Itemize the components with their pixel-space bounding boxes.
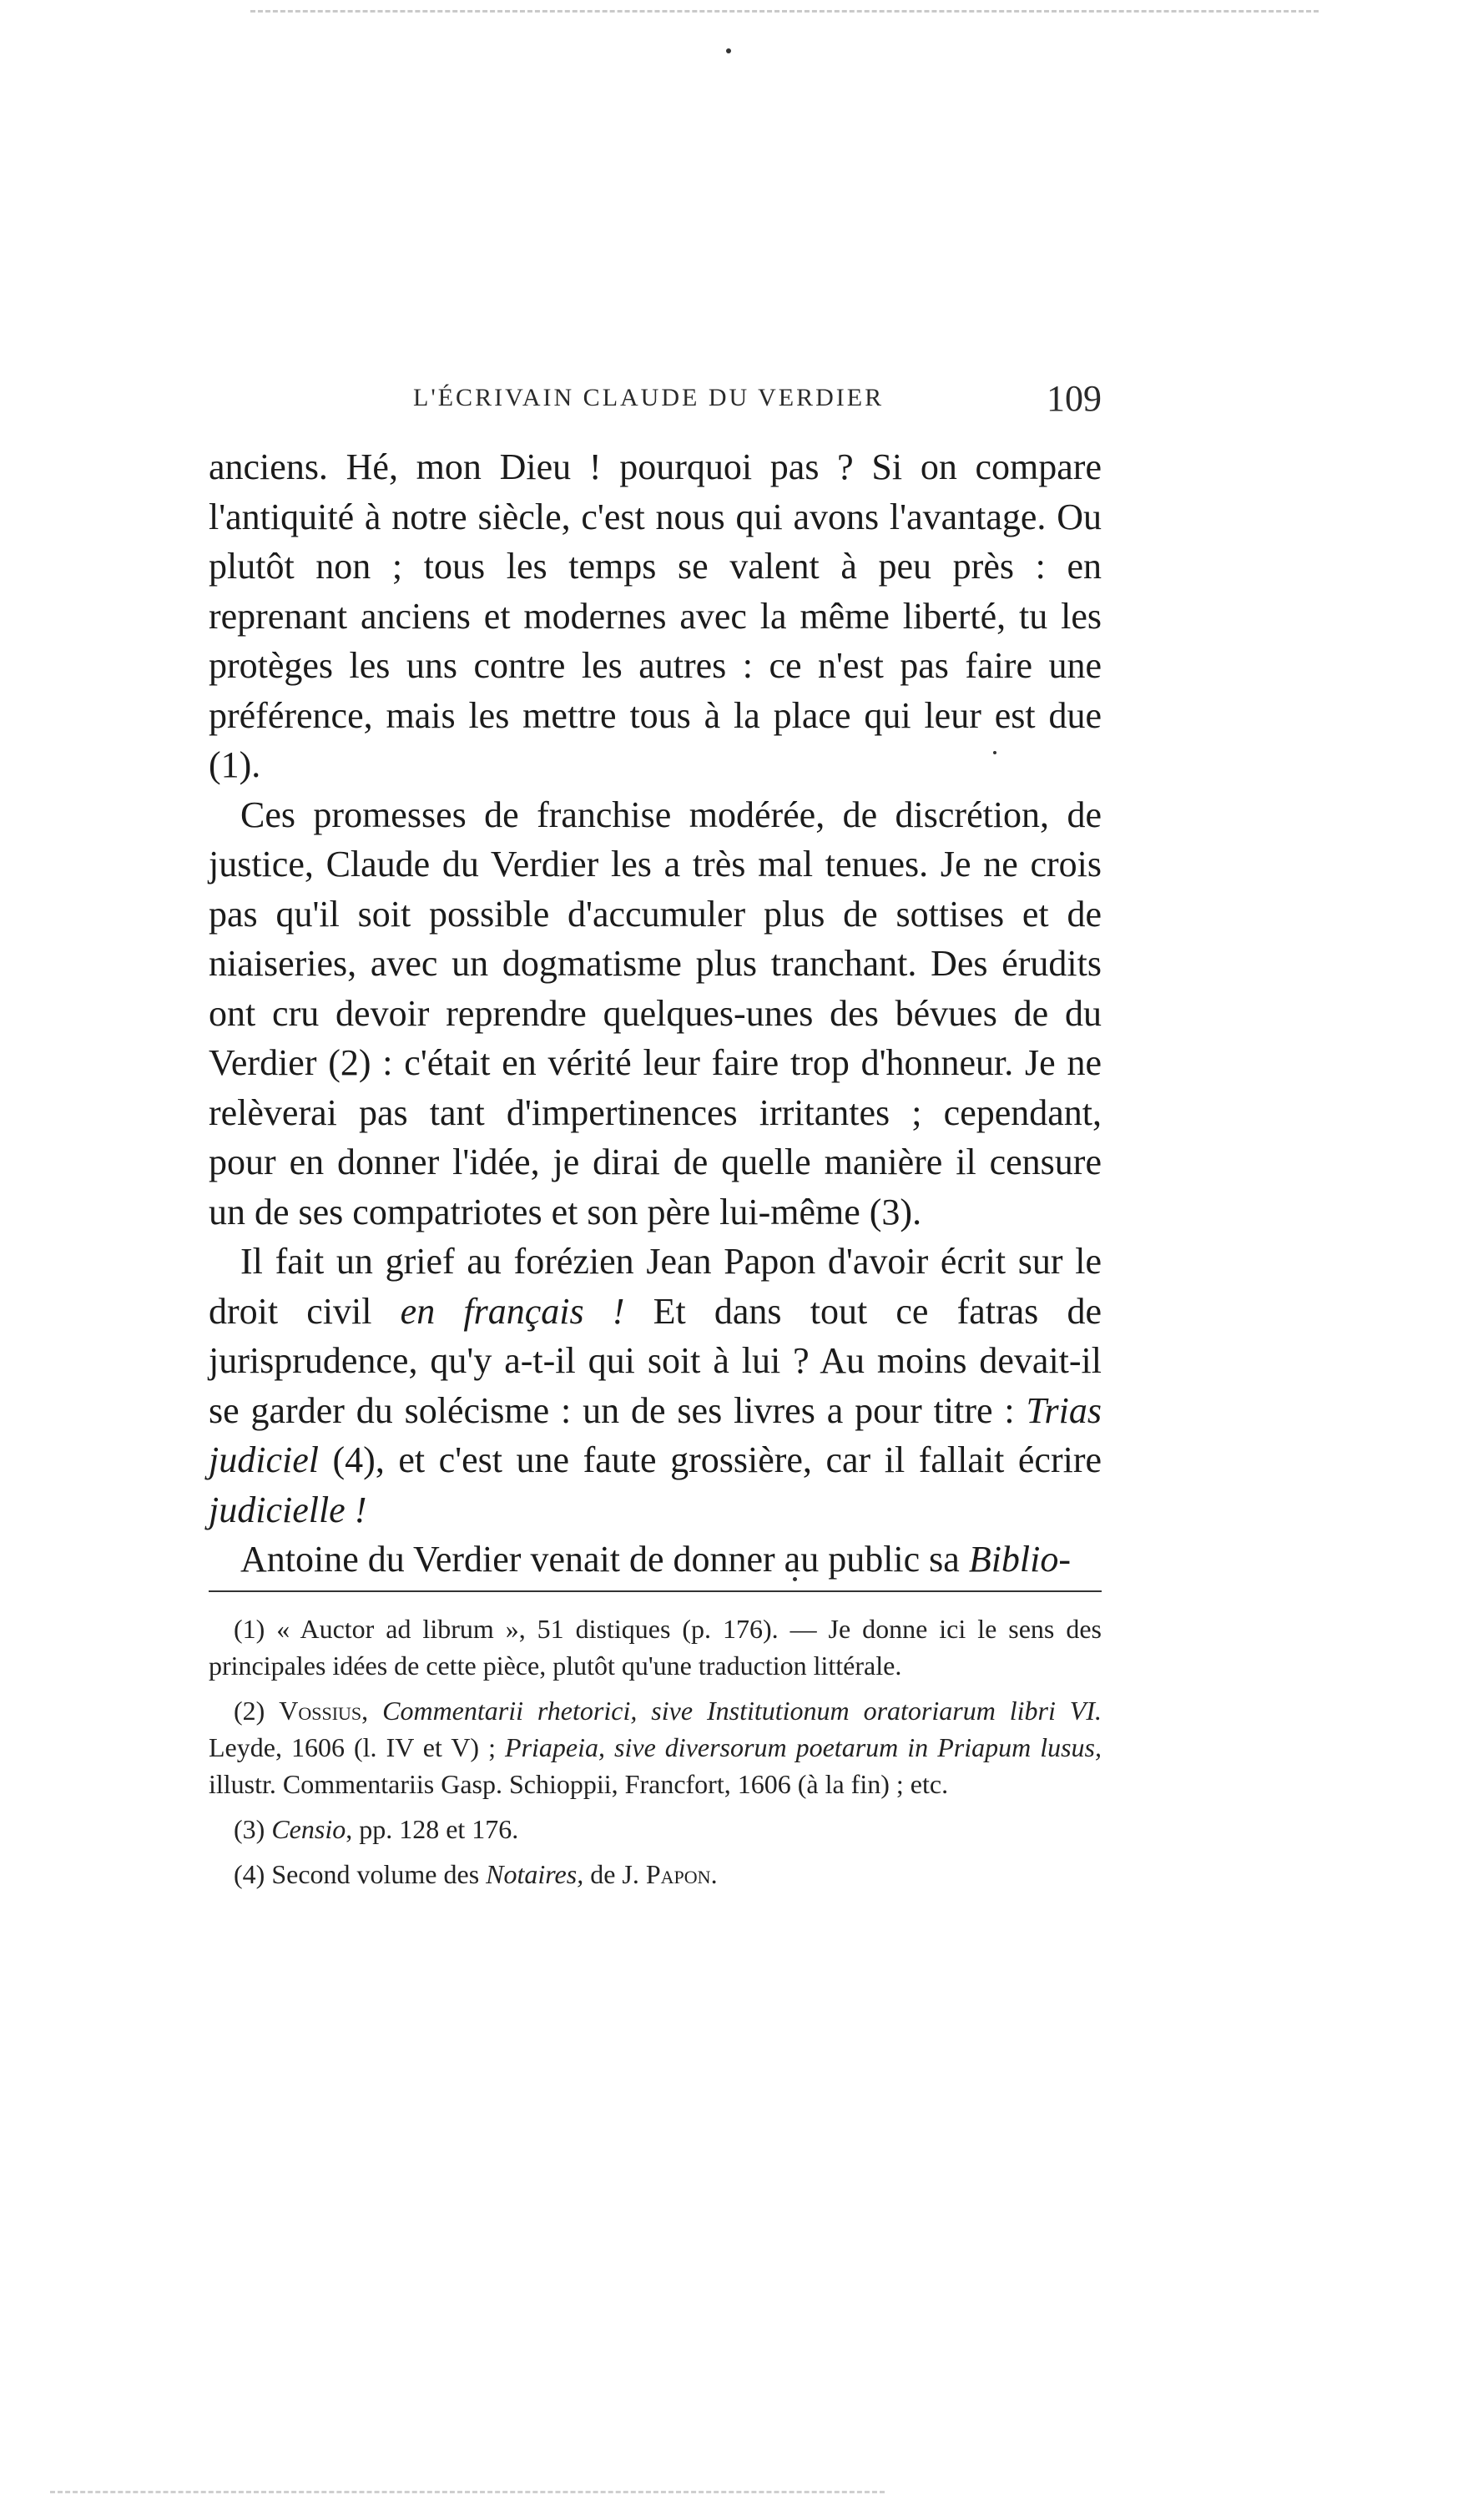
italic-run: Notaires,	[486, 1859, 584, 1889]
scan-edge-bottom	[50, 2491, 885, 2493]
text-run: Il fait un grief au forézien Jean Papon d'avoir écrit sur le droit civil	[209, 1241, 1102, 1332]
paragraph	[209, 1237, 1102, 1535]
footnote-rule	[209, 1590, 1102, 1592]
text-run: .	[710, 1859, 718, 1889]
paragraph	[209, 1535, 1102, 1585]
footnote-2	[209, 1692, 1102, 1802]
page-number: 109	[1047, 378, 1102, 419]
text-run: (4), et c'est une faute grossière, car il fallait écrire	[318, 1439, 1102, 1480]
text-run: ,	[361, 1696, 383, 1726]
main-text	[209, 442, 1102, 1585]
ink-speck	[726, 48, 731, 53]
text-run: (3)	[234, 1814, 272, 1844]
text-run: , pp. 128 et 176.	[346, 1814, 519, 1844]
italic-run: Censio	[271, 1814, 346, 1844]
footnote-4	[209, 1856, 1102, 1893]
author-name: Vossius	[279, 1696, 362, 1726]
italic-run: Trias judiciel	[209, 1389, 1102, 1480]
text-run: illustr. Commentariis Gasp. Schioppii, Francfort, 1606 (à la fin) ; etc.	[209, 1769, 949, 1799]
italic-run: judicielle !	[209, 1489, 367, 1530]
footnotes	[209, 1610, 1102, 1901]
text-run: de J.	[583, 1859, 646, 1889]
page-header	[209, 377, 1102, 427]
italic-run: en français !	[400, 1290, 625, 1332]
footnote-3	[209, 1811, 1102, 1847]
italic-run: Priapeia, sive diversorum poetarum in Priapum lusus,	[505, 1732, 1102, 1762]
text-run: Leyde, 1606 (l. IV et V) ;	[209, 1732, 506, 1762]
running-head: L'ÉCRIVAIN CLAUDE DU VERDIER	[413, 384, 885, 411]
author-name: Papon	[645, 1859, 711, 1889]
text-run: (2)	[234, 1696, 280, 1726]
text-run: (4) Second volume des	[234, 1859, 487, 1889]
text-run: Et dans tout ce fatras de jurisprudence, qu'y a-t-il qui soit à lui ? Au moins devait-il se garder du solécisme : un de ses livres a pour titre :	[209, 1290, 1102, 1431]
paragraph: Ces promesses de franchise modérée, de discrétion, de justice, Claude du Verdier les a très mal tenues. Je ne crois pas qu'il soit possible d'accumuler plus de sottises et de niaiseries, avec un dogmatisme plus tranchant. Des érudits ont cru devoir reprendre quelques-unes des bévues de du Verdier (2) : c'était en vérité leur faire trop d'honneur. Je ne relèverai pas tant d'impertinences irritantes ; cependant, pour en donner l'idée, je dirai de quelle manière il censure un de ses compatriotes et son père lui-même (3).	[209, 794, 1102, 1232]
text-run: Antoine du Verdier venait de donner au public sa	[240, 1539, 969, 1580]
scan-edge-top	[250, 10, 1319, 13]
italic-run: Biblio-	[968, 1539, 1072, 1580]
italic-run: Commentarii rhetorici, sive Institutionum oratoriarum libri VI.	[382, 1696, 1102, 1726]
footnote-1: (1) « Auctor ad librum », 51 distiques (p. 176). — Je donne ici le sens des principales idées de cette pièce, plutôt qu'une traduction littérale.	[209, 1614, 1102, 1681]
paragraph: anciens. Hé, mon Dieu ! pourquoi pas ? Si on compare l'antiquité à notre siècle, c'est nous qui avons l'avantage. Ou plutôt non ; tous les temps se valent à peu près : en reprenant anciens et modernes avec la même liberté, tu les protèges les uns contre les autres : ce n'est pas faire une préférence, mais les mettre tous à la place qui leur est due (1).	[209, 446, 1102, 785]
